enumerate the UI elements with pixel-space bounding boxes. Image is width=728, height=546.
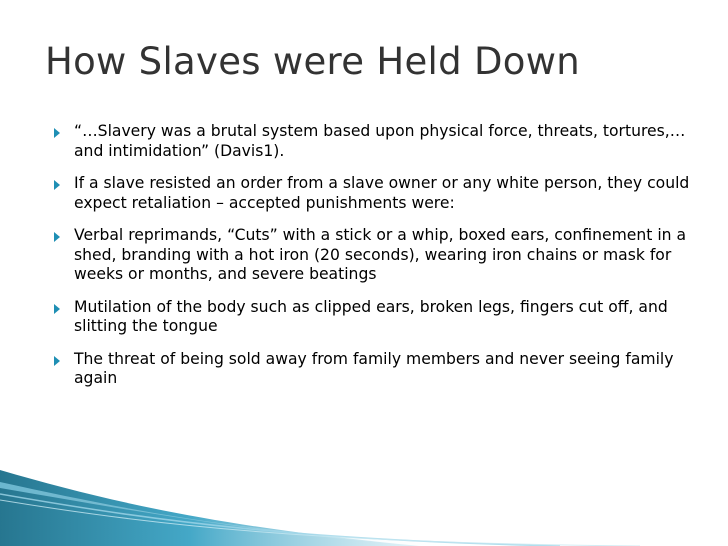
bullet-text: Verbal reprimands, “Cuts” with a stick or a whip, boxed ears, confinement in a shed, branding with a hot iron (20 seconds), wearing iron chains or mask for weeks or months, and severe beatings — [74, 226, 687, 283]
triangle-right-icon — [54, 180, 60, 190]
slide-title: How Slaves were Held Down — [45, 40, 581, 83]
triangle-right-icon — [54, 232, 60, 242]
bullet-text: If a slave resisted an order from a slave owner or any white person, they could expect retaliation – accepted punishments were: — [74, 174, 690, 212]
bullet-text: The threat of being sold away from family members and never seeing family again — [74, 349, 674, 387]
triangle-right-icon — [54, 304, 60, 314]
bullet-text: “…Slavery was a brutal system based upon physical force, threats, tortures,… and intimidation” (Davis1). — [74, 122, 686, 160]
list-item — [52, 174, 692, 213]
triangle-right-icon — [54, 128, 60, 138]
bullet-list — [52, 122, 692, 402]
bullet-text: Mutilation of the body such as clipped ears, broken legs, fingers cut off, and slitting the tongue — [74, 297, 668, 335]
list-item — [52, 298, 692, 337]
triangle-right-icon — [54, 356, 60, 366]
list-item — [52, 122, 692, 161]
list-item — [52, 226, 692, 285]
list-item — [52, 350, 692, 389]
